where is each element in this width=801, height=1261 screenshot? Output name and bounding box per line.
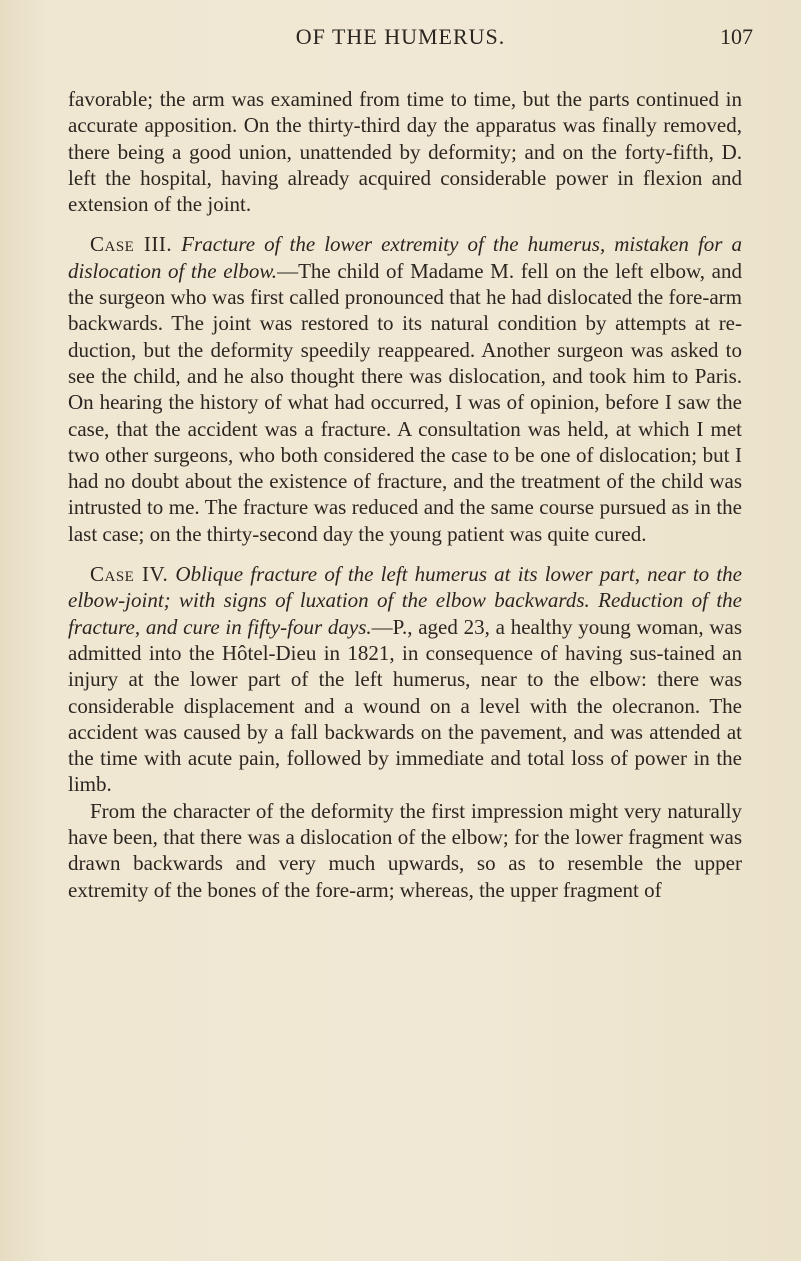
paragraph-text: —P., aged 23, a healthy young woman, was admitted into the Hôtel-Dieu in 1821, in consequence of having sus-tained an injury at the lower part of the left humerus, near to the elbow: there was considerable displacement and a wound on a level with the olecranon. The accident was caused by a fall backwards on the pavement, and was attended at the time with acute pain, followed by immediate and total loss of power in the limb. [68,614,742,797]
paragraph-continuation [68,86,742,217]
running-head [0,24,801,64]
case-title: Fracture of the lower extremity of the humerus, mistaken for a dislocation of the elbow. [68,232,743,283]
page-number: 107 [720,24,753,49]
running-title: OF THE HUMERUS. [295,24,506,49]
paragraph-text: favorable; the arm was examined from time to time, but the parts continued in accurate apposition. On the thirty-third day the apparatus was finally removed, there being a good union, unattended by deformity; and on the forty-fifth, D. left the hospital, having already acquired considerable power in flexion and extension of the joint. [68,87,742,217]
paragraph-case-iii [68,231,742,547]
paragraph-text: —The child of Madame M. fell on the left elbow, and the surgeon who was first called pronounced that he had dislocated the fore-arm backwards. The joint was restored to its natural condition by attempts at re-duction, but the deformity speedily reappeared. Another surgeon was asked to see the child, and he also thought there was dislocation, and took him to Paris. On hearing the history of what had occurred, I was of opinion, before I saw the case, that the accident was a fracture. A consultation was held, at which I met two other surgeons, who both considered the case to be one of dislocation; but I had no doubt about the existence of fracture, and the treatment of the child was intrusted to me. The fracture was reduced and the same course pursued as in the last case; on the thirty-second day the young patient was quite cured. [68,258,742,546]
case-title: Oblique fracture of the left humerus at its lower part, near to the elbow-joint; with signs of luxation of the elbow backwards. Reduction of the fracture, and cure in fifty-four days. [68,562,743,639]
case-label: Case IV. [90,562,169,587]
paragraph-deformity [68,798,742,903]
paragraph-case-iv [68,561,742,798]
body-text [68,86,742,903]
paragraph-text: From the character of the deformity the first impression might very naturally have been, that there was a dislocation of the elbow; for the lower fragment was drawn backwards and very much upwards, so as to resemble the upper extremity of the bones of the fore-arm; whereas, the upper fragment of [68,798,742,902]
case-label: Case III. [90,232,173,257]
